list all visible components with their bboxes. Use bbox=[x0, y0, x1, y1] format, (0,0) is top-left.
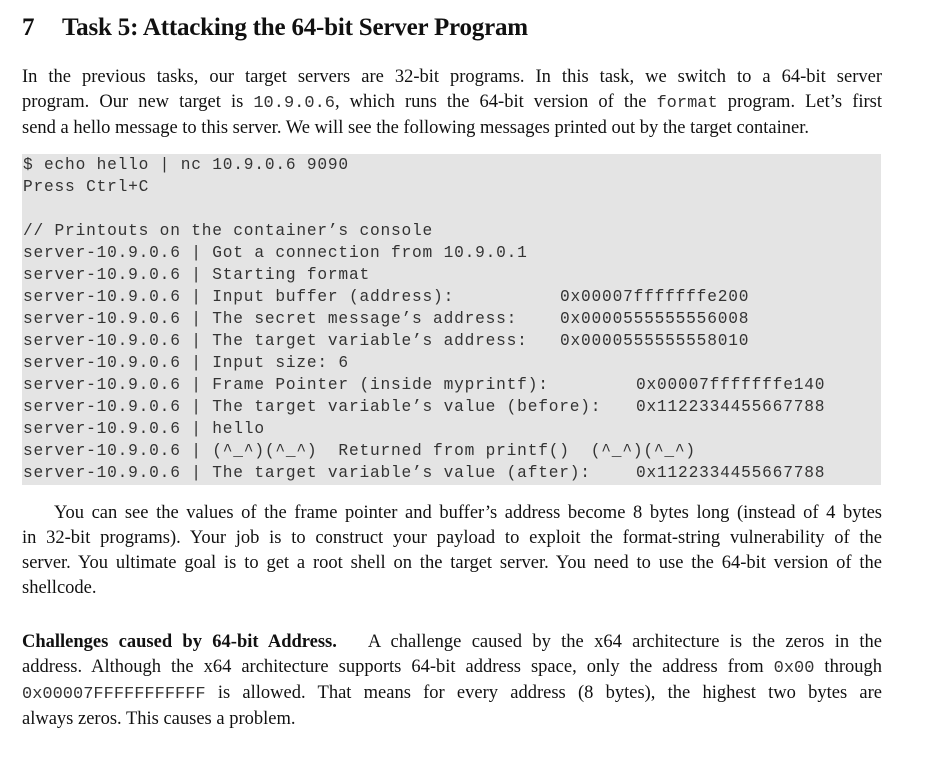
console-line bbox=[23, 442, 696, 460]
address-start: 0x00 bbox=[773, 659, 815, 678]
console-value: 0x1122334455667788 bbox=[636, 398, 826, 416]
console-line bbox=[23, 332, 528, 350]
console-prefix: server-10.9.0.6 | bbox=[23, 332, 213, 350]
console-line bbox=[23, 464, 591, 482]
console-text: Starting format bbox=[212, 266, 370, 284]
challenges-text: A challenge caused by the x64 architecture is the zeros in the bbox=[367, 632, 882, 652]
explanation-line-1: You can see the values of the frame pointer and buffer’s address become 8 bytes long (instead of 4 bytes bbox=[54, 503, 882, 523]
intro-text: program. Our new target is bbox=[22, 92, 254, 112]
address-end: 0x00007FFFFFFFFFFF bbox=[22, 685, 206, 704]
section-title: Task 5: Attacking the 64-bit Server Program bbox=[62, 14, 528, 41]
console-value: 0x0000555555558010 bbox=[560, 332, 750, 350]
console-prefix: server-10.9.0.6 | bbox=[23, 288, 213, 306]
challenges-line-3 bbox=[22, 681, 882, 707]
console-value: 0x1122334455667788 bbox=[636, 464, 826, 482]
console-text: hello bbox=[212, 420, 265, 438]
section-number: 7 bbox=[22, 14, 35, 41]
challenges-paragraph bbox=[22, 630, 882, 732]
run-in-heading: Challenges caused by 64-bit Address. bbox=[22, 632, 337, 652]
code-command: $ echo hello | nc 10.9.0.6 9090 bbox=[23, 156, 349, 174]
program-name: format bbox=[656, 94, 718, 113]
code-listing bbox=[22, 154, 881, 485]
code-comment: // Printouts on the container’s console bbox=[23, 222, 434, 240]
console-prefix: server-10.9.0.6 | bbox=[23, 398, 213, 416]
console-text: The secret message’s address: bbox=[212, 310, 518, 328]
section-heading bbox=[22, 14, 528, 42]
code-ctrl-hint: Press Ctrl+C bbox=[23, 178, 150, 196]
console-line bbox=[23, 310, 517, 328]
challenges-text: address. Although the x64 architecture supports 64-bit address space, only the address from bbox=[22, 657, 774, 677]
console-prefix: server-10.9.0.6 | bbox=[23, 354, 213, 372]
challenges-text: is allowed. That means for every address (8 bytes), the highest two bytes are bbox=[205, 683, 882, 703]
explanation-line-2: in 32-bit programs). Your job is to construct your payload to exploit the format-string vulnerability of the bbox=[22, 528, 882, 548]
intro-line-1: In the previous tasks, our target servers are 32-bit programs. In this task, we switch to a 64-bit server bbox=[22, 67, 882, 87]
console-text: The target variable’s address: bbox=[212, 332, 528, 350]
console-line bbox=[23, 354, 349, 372]
console-line bbox=[23, 288, 454, 306]
challenges-text: through bbox=[814, 657, 882, 677]
console-value: 0x0000555555556008 bbox=[560, 310, 750, 328]
console-prefix: server-10.9.0.6 | bbox=[23, 420, 213, 438]
intro-line-3: send a hello message to this server. We will see the following messages printed out by the target container. bbox=[22, 118, 809, 138]
intro-text: , which runs the 64-bit version of the bbox=[334, 92, 657, 112]
explanation-line-4: shellcode. bbox=[22, 578, 97, 598]
challenges-line-2 bbox=[22, 655, 882, 681]
console-prefix: server-10.9.0.6 | bbox=[23, 244, 213, 262]
console-prefix: server-10.9.0.6 | bbox=[23, 266, 213, 284]
console-prefix: server-10.9.0.6 | bbox=[23, 464, 213, 482]
console-line bbox=[23, 376, 549, 394]
console-line bbox=[23, 398, 601, 416]
console-prefix: server-10.9.0.6 | bbox=[23, 376, 213, 394]
console-line bbox=[23, 244, 528, 262]
console-prefix: server-10.9.0.6 | bbox=[23, 310, 213, 328]
challenges-line-1 bbox=[22, 630, 882, 655]
explanation-paragraph bbox=[22, 501, 882, 601]
console-prefix: server-10.9.0.6 | bbox=[23, 442, 213, 460]
console-line bbox=[23, 266, 370, 284]
console-text: The target variable’s value (before): bbox=[212, 398, 602, 416]
console-value: 0x00007fffffffe140 bbox=[636, 376, 826, 394]
intro-text: program. Let’s first bbox=[717, 92, 882, 112]
console-text: Input size: 6 bbox=[212, 354, 349, 372]
explanation-line-3: server. You ultimate goal is to get a root shell on the target server. You need to use the 64-bit version of the bbox=[22, 553, 882, 573]
console-text: Frame Pointer (inside myprintf): bbox=[212, 376, 549, 394]
intro-paragraph bbox=[22, 65, 882, 141]
challenges-line-4: always zeros. This causes a problem. bbox=[22, 709, 296, 729]
console-line bbox=[23, 420, 265, 438]
target-ip: 10.9.0.6 bbox=[253, 94, 335, 113]
console-text: Got a connection from 10.9.0.1 bbox=[212, 244, 528, 262]
console-value: 0x00007fffffffe200 bbox=[560, 288, 750, 306]
console-text: (^_^)(^_^) Returned from printf() (^_^)(^_^) bbox=[212, 442, 696, 460]
console-text: Input buffer (address): bbox=[212, 288, 455, 306]
intro-line-2 bbox=[22, 90, 882, 116]
console-text: The target variable’s value (after): bbox=[212, 464, 591, 482]
